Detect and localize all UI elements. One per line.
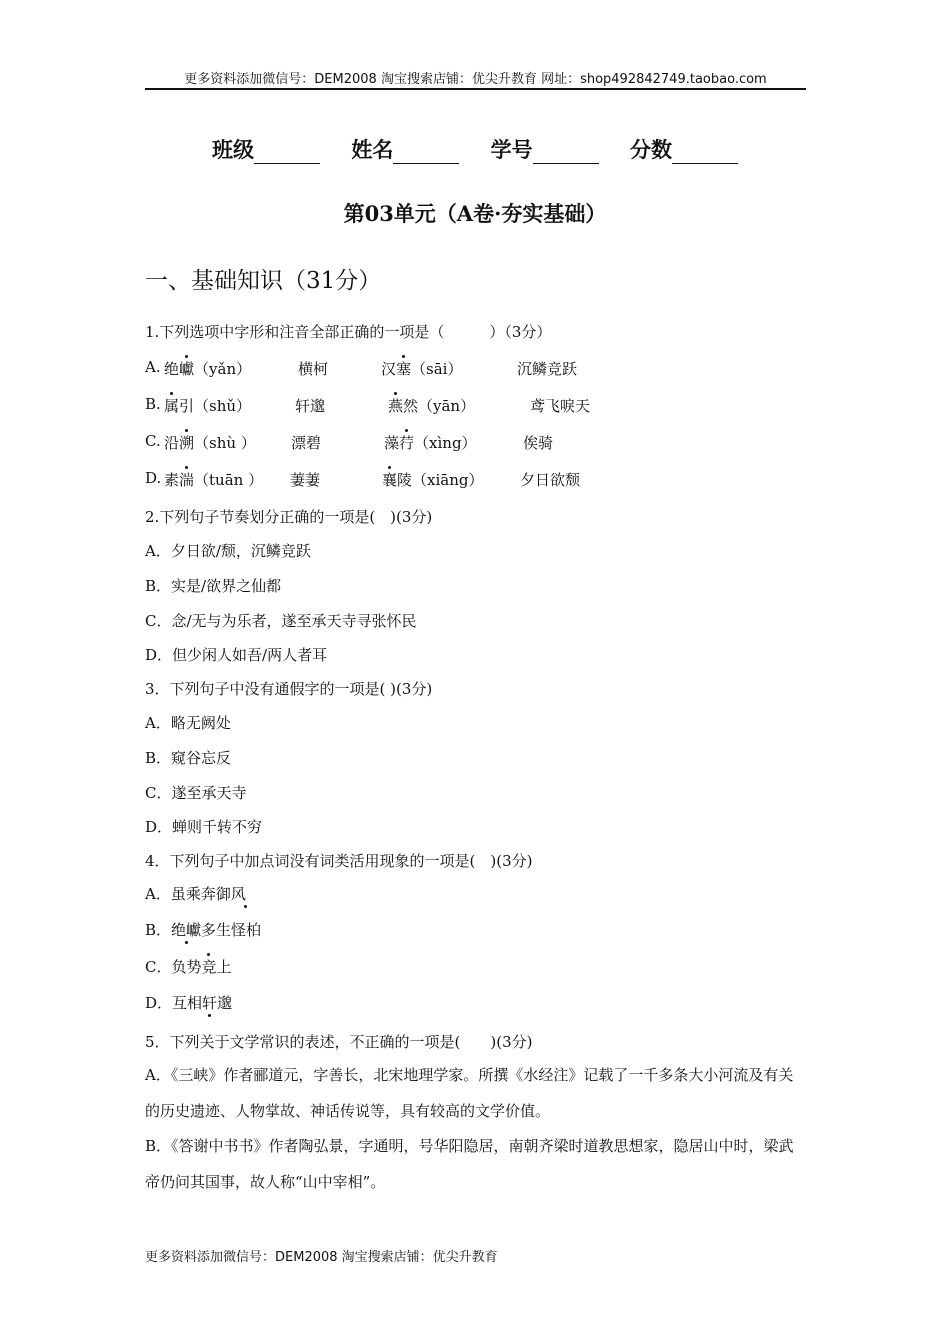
student-info-line xyxy=(0,134,950,164)
q3-option-c: C．遂至承天寺 xyxy=(145,784,247,802)
class-field xyxy=(212,134,320,164)
q1-word-4: 沉鳞竞跃 xyxy=(517,360,578,378)
q1-word-4: 夕日欲颓 xyxy=(520,471,581,489)
q1-option-label: A. xyxy=(145,358,161,376)
q4-stem: 4．下列句子中加点词没有词类活用现象的一项是( )(3分) xyxy=(145,852,533,870)
number-label: 学号 xyxy=(490,138,533,162)
score-field xyxy=(630,134,738,164)
q1-word-4: 鸢飞唳天 xyxy=(530,397,591,415)
q2-option-b: B．实是/欲界之仙都 xyxy=(145,577,282,595)
q5-stem: 5．下列关于文学常识的表述，不正确的一项是( )(3分) xyxy=(145,1033,533,1051)
name-blank xyxy=(393,141,459,164)
name-field xyxy=(351,134,459,164)
q2-option-a: A．夕日欲/颓，沉鳞竞跃 xyxy=(145,542,311,560)
q4-option-a: A．虽乘奔御风 xyxy=(145,885,246,903)
q1-word-2: 横柯 xyxy=(298,360,329,378)
q1-word-3: 燕然（yān） xyxy=(388,397,476,415)
q1-word-1: 素湍（tuān ） xyxy=(164,471,264,489)
q2-stem: 2.下列句子节奏划分正确的一项是( )(3分) xyxy=(145,508,433,526)
score-blank xyxy=(672,141,738,164)
q1-option-c xyxy=(145,432,807,454)
q5-option-b: B．《答谢中书书》作者陶弘景，字通明，号华阳隐居，南朝齐梁时道教思想家，隐居山中时，梁武帝仍问其国事，故人称“山中宰相”。 xyxy=(145,1137,794,1191)
q2-option-c: C．念/无与为乐者，遂至承天寺寻张怀民 xyxy=(145,612,417,630)
score-label: 分数 xyxy=(629,138,672,162)
q5-option-a: A．《三峡》作者郦道元，字善长，北宋地理学家。所撰《水经注》记载了一千多条大小河流及有关的历史遗迹、人物掌故、神话传说等，具有较高的文学价值。 xyxy=(145,1066,794,1120)
number-blank xyxy=(533,141,599,164)
q1-option-d xyxy=(145,469,807,491)
class-label: 班级 xyxy=(212,138,255,162)
unit-title: 第03单元（A卷·夯实基础） xyxy=(343,201,607,226)
q1-option-label: C. xyxy=(145,432,161,450)
q1-word-1: 绝巘（yǎn） xyxy=(164,360,252,378)
q1-word-3: 汉塞（sāi） xyxy=(381,360,463,378)
q1-word-1: 属引（shǔ） xyxy=(164,397,252,415)
header-rule xyxy=(145,88,806,90)
q2-option-d: D．但少闲人如吾/两人者耳 xyxy=(145,646,328,664)
q3-option-b: B．窥谷忘反 xyxy=(145,749,232,767)
number-field xyxy=(491,134,599,164)
q1-stem: 1.下列选项中字形和注音全部正确的一项是（ ）（3分） xyxy=(145,323,552,341)
q1-option-a xyxy=(145,358,807,380)
q1-word-4: 俟骑 xyxy=(523,434,554,452)
q1-option-b xyxy=(145,395,807,417)
q1-option-label: D. xyxy=(145,469,162,487)
q1-word-2: 漂碧 xyxy=(291,434,322,452)
q1-word-1: 沿溯（shù ） xyxy=(164,434,256,452)
q1-word-2: 轩邈 xyxy=(295,397,326,415)
class-blank xyxy=(254,141,320,164)
page-footer: 更多资料添加微信号：DEM2008 淘宝搜索店铺：优尖升教育 xyxy=(145,1250,498,1265)
q3-option-a: A．略无阙处 xyxy=(145,714,231,732)
q1-option-label: B. xyxy=(145,395,161,413)
q1-word-3: 襄陵（xiāng） xyxy=(382,471,484,489)
q4-option-d: D．互相轩邈 xyxy=(145,994,233,1012)
q4-option-c: C．负势竞上 xyxy=(145,958,232,976)
q3-option-d: D．蝉则千转不穷 xyxy=(145,818,263,836)
q3-stem: 3．下列句子中没有通假字的一项是( )(3分) xyxy=(145,680,433,698)
page-header: 更多资料添加微信号：DEM2008 淘宝搜索店铺：优尖升教育 网址：shop492842749.taobao.com xyxy=(184,72,767,87)
q1-word-3: 藻荇（xìng） xyxy=(384,434,477,452)
q1-word-2: 萋萋 xyxy=(290,471,321,489)
section-title: 一、基础知识（31分） xyxy=(145,268,382,294)
q4-option-b: B．绝巘多生怪柏 xyxy=(145,921,262,939)
name-label: 姓名 xyxy=(351,138,394,162)
